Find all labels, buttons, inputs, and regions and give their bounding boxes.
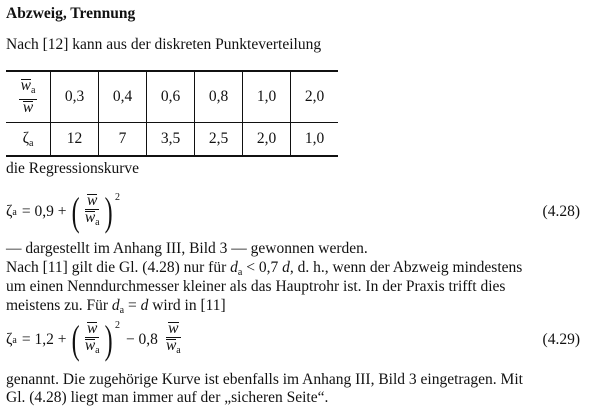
- text-line-2: Nach [11] gilt die Gl. (4.28) nur für $d_a < 0,7$ d, d. h., wenn der Abzweig mindestens: [6, 259, 523, 278]
- table-cell: 3,5: [147, 123, 195, 157]
- point-distribution-table: [6, 70, 338, 157]
- table-cell: 2,0: [243, 123, 291, 157]
- intro-text: Nach [12] kann aus der diskreten Punkteverteilung: [6, 36, 322, 53]
- table-cell: 2,0: [291, 71, 339, 123]
- row-label-velocity-ratio: $\frac{w_a}{w}$: [6, 71, 51, 123]
- text-line-4: meistens zu. Für $d_a = d$ wird in [11]: [6, 297, 226, 316]
- table-cell: 0,8: [195, 71, 243, 123]
- table-row-zeta: [6, 123, 338, 157]
- table-cell: 1,0: [243, 71, 291, 123]
- table-cell: 0,3: [51, 71, 99, 123]
- table-cell: 0,6: [147, 71, 195, 123]
- table-cell: 0,4: [99, 71, 147, 123]
- equation-number-4-29: (4.29): [542, 331, 580, 348]
- closing-line-1: genannt. Die zugehörige Kurve ist ebenfalls im Anhang III, Bild 3 eingetragen. Mit: [6, 371, 523, 388]
- section-heading: Abzweig, Trennung: [6, 5, 136, 22]
- table-cell: 2,5: [195, 123, 243, 157]
- table-cell: 12: [51, 123, 99, 157]
- equation-4-28: ζ a = 0,9 + ( $\frac{w}{w_a}$ ) 2: [6, 189, 120, 234]
- text-line-1: — dargestellt im Anhang III, Bild 3 — gewonnen werden.: [6, 240, 368, 257]
- equation-number-4-28: (4.28): [542, 203, 580, 220]
- table-row-velocity-ratio: [6, 71, 338, 123]
- table-cell: 1,0: [291, 123, 339, 157]
- regression-text: die Regressionskurve: [6, 160, 140, 177]
- row-label-zeta: $\zeta_a$: [6, 123, 51, 157]
- equation-4-29: ζ a = 1,2 + ( $\frac{w}{w_a}$ ) 2 − 0,8 $\frac{w}{w_a}$: [6, 317, 181, 362]
- closing-line-2: Gl. (4.28) liegt man immer auf der „sicheren Seite“.: [6, 389, 329, 406]
- table-cell: 7: [99, 123, 147, 157]
- text-line-3: um einen Nenndurchmesser kleiner als das Hauptrohr ist. In der Praxis trifft dies: [6, 278, 506, 295]
